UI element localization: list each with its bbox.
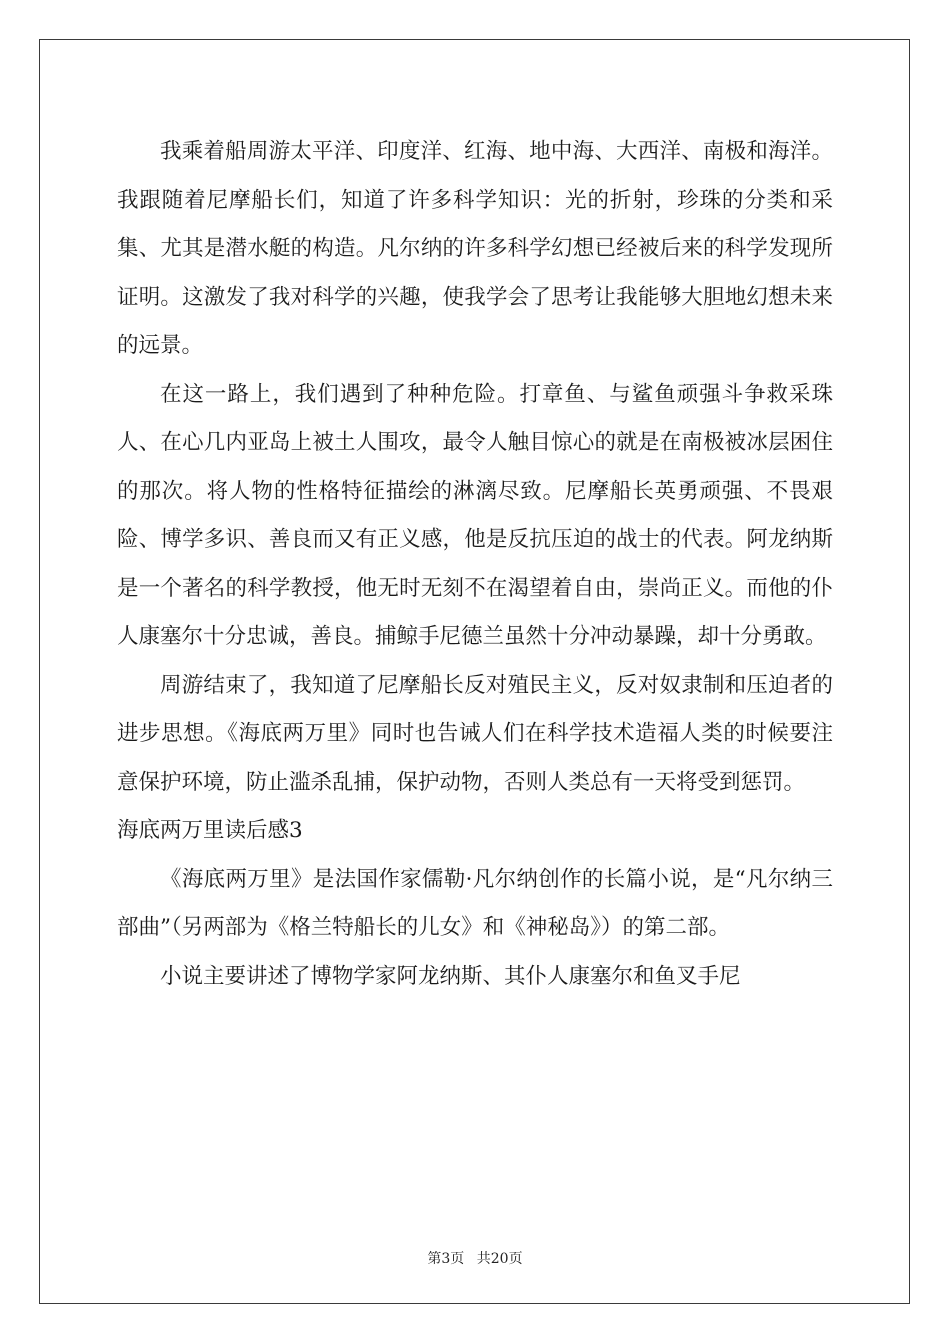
page-number: 第3页: [427, 1251, 465, 1267]
paragraph-3: 周游结束了，我知道了尼摩船长反对殖民主义，反对奴隶制和压迫者的进步思想。《海底两万里》同时也告诫人们在科学技术造福人类的时候要注意保护环境，防止滥杀乱捕，保护动物，否则人类总有一天将受到惩罚。: [117, 672, 833, 795]
document-body: [117, 128, 833, 1001]
paragraph-4: 《海底两万里》是法国作家儒勒·凡尔纳创作的长篇小说，是“凡尔纳三部曲”（另两部为《格兰特船长的儿女》和《神秘岛》）的第二部。: [117, 866, 833, 940]
paragraph-5: 小说主要讲述了博物学家阿龙纳斯、其仆人康塞尔和鱼叉手尼: [160, 963, 741, 989]
page-total: 共20页: [476, 1251, 523, 1267]
paragraph-2: 在这一路上，我们遇到了种种危险。打章鱼、与鲨鱼顽强斗争救采珠人、在心几内亚岛上被土人围攻，最令人触目惊心的就是在南极被冰层困住的那次。将人物的性格特征描绘的淋漓尽致。尼摩船长英勇顽强、不畏艰险、博学多识、善良而又有正义感，他是反抗压迫的战士的代表。阿龙纳斯是一个著名的科学教授，他无时无刻不在渴望着自由，崇尚正义。而他的仆人康塞尔十分忠诚，善良。捕鲸手尼德兰虽然十分冲动暴躁，却十分勇敢。: [117, 381, 833, 649]
section-heading: 海底两万里读后感3: [117, 818, 303, 843]
paragraph-1: 我乘着船周游太平洋、印度洋、红海、地中海、大西洋、南极和海洋。我跟随着尼摩船长们，知道了许多科学知识：光的折射，珍珠的分类和采集、尤其是潜水艇的构造。凡尔纳的许多科学幻想已经被后来的科学发现所证明。这激发了我对科学的兴趣，使我学会了思考让我能够大胆地幻想未来的远景。: [117, 139, 833, 358]
page-footer: [0, 1248, 950, 1268]
